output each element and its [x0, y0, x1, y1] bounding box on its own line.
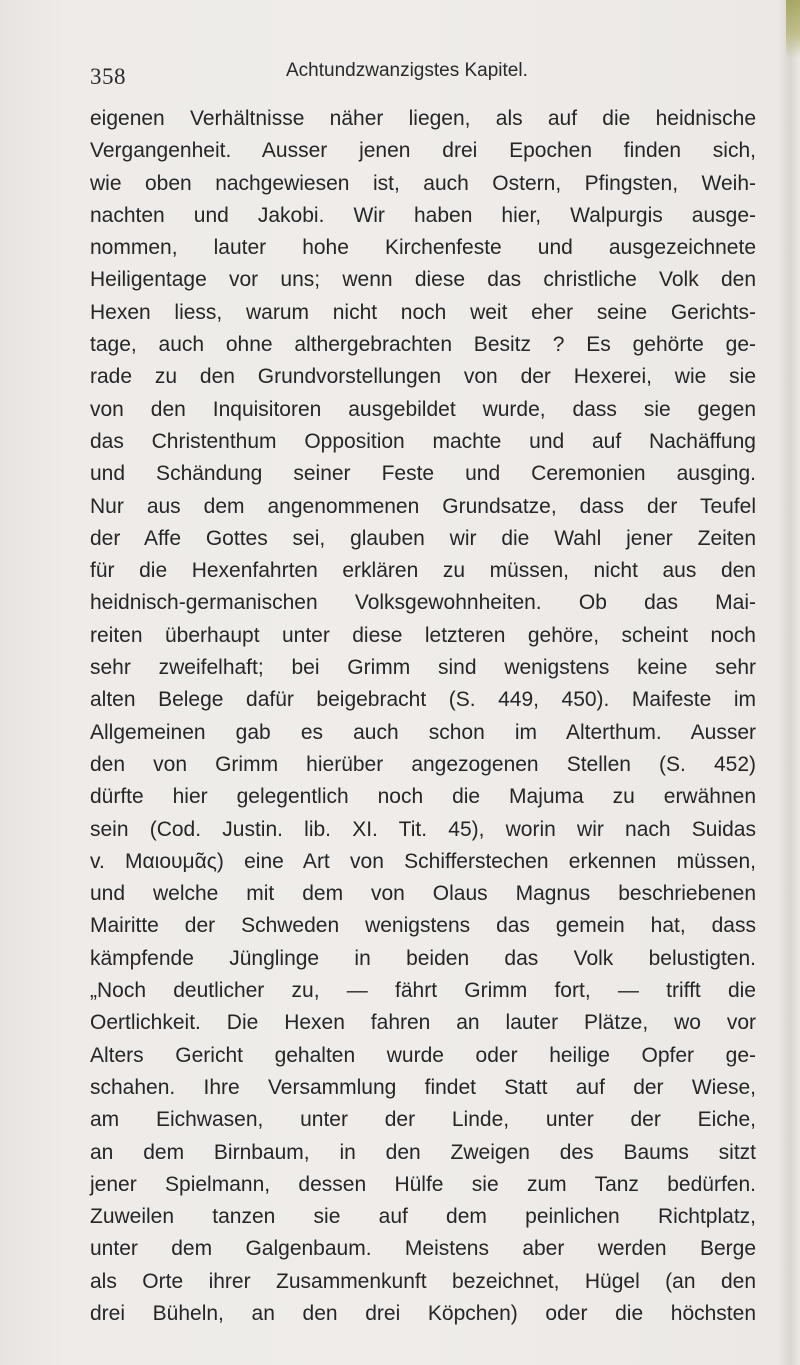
text-line: Vergangenheit. Ausser jenen drei Epochen finden sich,: [90, 139, 756, 163]
text-line: Mairitte der Schweden wenigstens das gemein hat, dass: [90, 914, 756, 938]
text-line: Oertlichkeit. Die Hexen fahren an lauter Plätze, wo vor: [90, 1011, 756, 1035]
page-edge-shadow: [778, 0, 800, 1365]
text-line: „Noch deutlicher zu, — fährt Grimm fort, — trifft die: [90, 979, 756, 1003]
text-line: und Schändung seiner Feste und Ceremonien ausging.: [90, 462, 756, 486]
text-line: rade zu den Grundvorstellungen von der Hexerei, wie sie: [90, 365, 756, 389]
text-line: alten Belege dafür beigebracht (S. 449, 450). Maifeste im: [90, 688, 756, 712]
body-text: [90, 103, 756, 1330]
text-line: Alters Gericht gehalten wurde oder heilige Opfer ge-: [90, 1043, 756, 1067]
text-line: nommen, lauter hohe Kirchenfeste und ausgezeichnete: [90, 236, 756, 260]
text-line: und welche mit dem von Olaus Magnus beschriebenen: [90, 882, 756, 906]
text-line: jener Spielmann, dessen Hülfe sie zum Tanz bedürfen.: [90, 1172, 756, 1196]
text-line: von den Inquisitoren ausgebildet wurde, dass sie gegen: [90, 397, 756, 421]
text-line: tage, auch ohne althergebrachten Besitz ? Es gehörte ge-: [90, 333, 756, 357]
text-line: wie oben nachgewiesen ist, auch Ostern, Pfingsten, Weih-: [90, 171, 756, 195]
text-line: für die Hexenfahrten erklären zu müssen, nicht aus den: [90, 559, 756, 583]
text-line: nachten und Jakobi. Wir haben hier, Walpurgis ausge-: [90, 203, 756, 227]
text-line: der Affe Gottes sei, glauben wir die Wahl jener Zeiten: [90, 526, 756, 550]
text-line: heidnisch-germanischen Volksgewohnheiten. Ob das Mai-: [90, 591, 756, 615]
page-number: 358: [90, 64, 126, 89]
text-line: Hexen liess, warum nicht noch weit eher seine Gerichts-: [90, 300, 756, 324]
text-line: schahen. Ihre Versammlung findet Statt auf der Wiese,: [90, 1075, 756, 1099]
text-line: Allgemeinen gab es auch schon im Alterthum. Ausser: [90, 720, 756, 744]
corner-tab-mark: [786, 0, 800, 58]
text-line: reiten überhaupt unter diese letzteren gehöre, scheint noch: [90, 623, 756, 647]
text-line: Nur aus dem angenommenen Grundsatze, dass der Teufel: [90, 494, 756, 518]
text-line: als Orte ihrer Zusammenkunft bezeichnet, Hügel (an den: [90, 1269, 756, 1293]
text-line: drei Büheln, an den drei Köpchen) oder die höchsten: [90, 1301, 756, 1325]
text-line: Heiligentage vor uns; wenn diese das christliche Volk den: [90, 268, 756, 292]
text-line: sein (Cod. Justin. lib. XI. Tit. 45), worin wir nach Suidas: [90, 817, 756, 841]
text-line: den von Grimm hierüber angezogenen Stellen (S. 452): [90, 752, 756, 776]
text-line: das Christenthum Opposition machte und auf Nachäffung: [90, 429, 756, 453]
text-line: sehr zweifelhaft; bei Grimm sind wenigstens keine sehr: [90, 656, 756, 680]
text-line: am Eichwasen, unter der Linde, unter der Eiche,: [90, 1108, 756, 1132]
running-title: Achtundzwanzigstes Kapitel.: [286, 60, 528, 81]
text-line: unter dem Galgenbaum. Meistens aber werden Berge: [90, 1237, 756, 1261]
text-line: eigenen Verhältnisse näher liegen, als auf die heidnische: [90, 107, 756, 130]
text-line: dürfte hier gelegentlich noch die Majuma zu erwähnen: [90, 785, 756, 809]
text-line: Zuweilen tanzen sie auf dem peinlichen Richtplatz,: [90, 1205, 756, 1229]
text-line: an dem Birnbaum, in den Zweigen des Baums sitzt: [90, 1140, 756, 1164]
text-line: kämpfende Jünglinge in beiden das Volk belustigten.: [90, 946, 756, 970]
text-line: v. Μαιουμᾶς) eine Art von Schifferstechen erkennen müssen,: [90, 849, 756, 873]
